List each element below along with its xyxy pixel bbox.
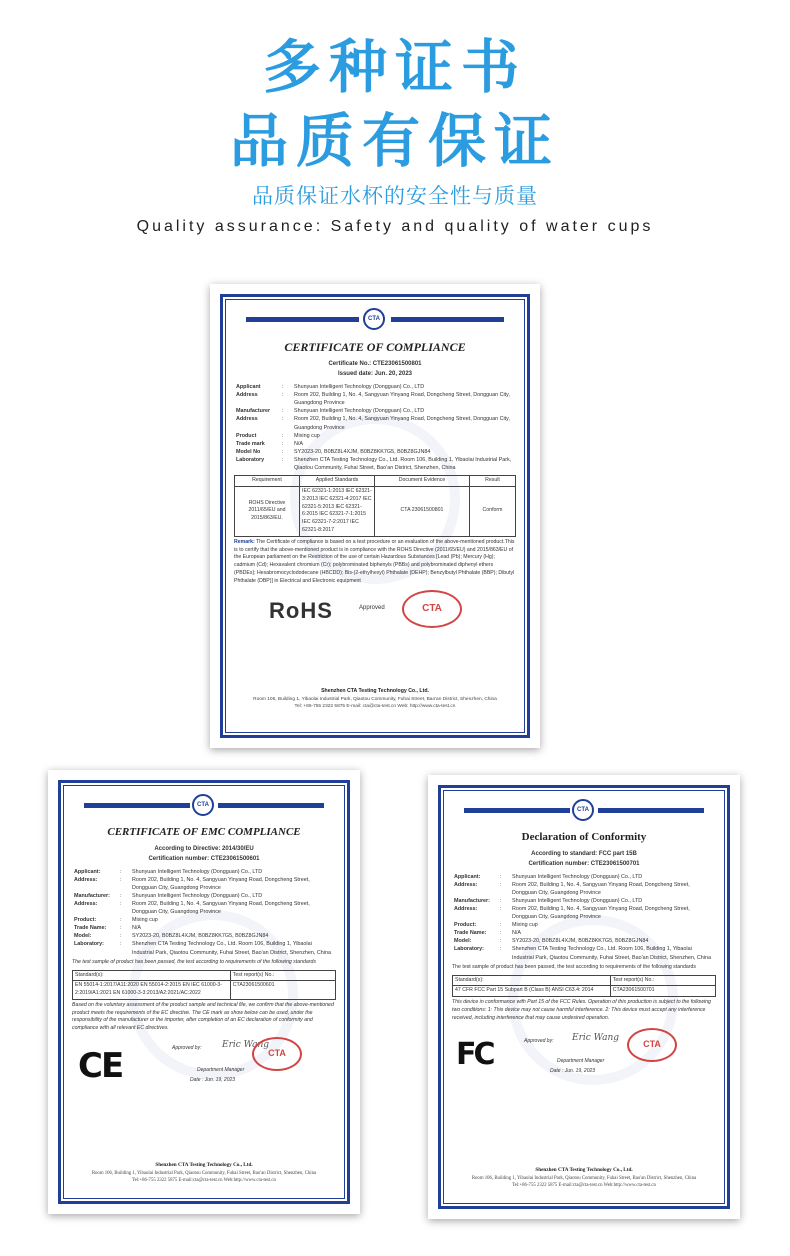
detail-colon: : (120, 876, 122, 883)
detail-colon: : (120, 868, 122, 875)
detail-value: Shunyuan Intelligent Technology (Dongguan) Co., LTD (512, 873, 643, 880)
approved-by-label: Approved by: (172, 1045, 202, 1052)
report-cell: CTA23061500701 (610, 986, 715, 997)
standards-table (234, 475, 516, 537)
detail-colon: : (120, 900, 122, 907)
test-note: The test sample of product has been passed, the test according to requirements of the following standards (452, 963, 696, 970)
detail-label: Manufacturer: (74, 892, 110, 899)
detail-value: Shenzhen CTA Testing Technology Co., Ltd. Room 106, Building 1, Yibaolai Industrial Park, Qiaotou Community, Fuhai Street, Bao'an District, Shenzhen, China (294, 456, 512, 472)
table-header: Test report(s) No.: (230, 970, 335, 981)
requirement-cell: ROHS Directive 2011/65/EU and 2015/863/EU. (235, 487, 300, 537)
statement-text: This device in conformance with Part 15 of the FCC Rules. Operation of this production is subject to the following two conditions: 1: This device may not cause harmful interference. 2: This device must accept any interference received, including interference that may cause undesired operation. (452, 999, 711, 1021)
remark-text: Remark: The Certificate of compliance is based on a test procedure or an evaluation of the above-mentioned product.This is to certify that the above-mentioned product is in compliance with the ROHS Directive (2011/65/EU) and 2015/863/EU of the European parliament on the Restriction of the use of certain Hazardous Substances [Lead (Pb); Mercury (Hg); cadmium (Cd); Hexavalent chromium (Cr); polybrominated biphenyls (PBBs) and polybrominated diphenyl ethers (PBDEs); Hexabromocyclododecane (HBCDD); Bis-(2-ethylhexyl) Phthalate (DEHP); Benzylbutyl Phthalate (BBP); Dibutyl Phthalate (DBP)] in Electrical and Electronic equipment (234, 538, 515, 584)
detail-label: Model: (454, 938, 472, 945)
detail-colon: : (120, 941, 122, 948)
certificate-title: CERTIFICATE OF EMC COMPLIANCE (107, 826, 301, 838)
certificate-number: Certification number: CTE23061500701 (528, 860, 640, 867)
detail-colon: : (500, 897, 502, 904)
detail-label: Trade Name: (74, 925, 107, 932)
detail-row (452, 873, 716, 881)
detail-colon: : (500, 922, 502, 929)
detail-label: Model: (74, 933, 92, 940)
detail-row (452, 937, 716, 945)
detail-row (234, 432, 516, 440)
statement-text: Based on the voluntary assessment of the product sample and technical file, we confirm that the above-mentioned product meets the requirements of the EC directive. The CE mark as show below can be used, under the responsibility of the manufacturer or the importer, after completion of an EC declaration of conformity and compliance with all relevant EC directives. (72, 1001, 334, 1032)
detail-colon: : (282, 440, 284, 447)
detail-label: Product (236, 432, 257, 439)
certificate-details (452, 873, 716, 962)
certificate-footer: Shenzhen CTA Testing Technology Co., Ltd. Room 106, Building 1, Yibaolai Industrial Park, Qiaotou Community, Fuhai Street, Bao'an District, Shenzhen, China Tel:+86-755 2322 5875 E-mail:cta@cta-test.cn Web:http://www.cta-test.cn (471, 1166, 697, 1188)
detail-label: Address: (454, 881, 478, 888)
certificate-title: CERTIFICATE OF COMPLIANCE (284, 340, 466, 354)
certificate-body (452, 799, 716, 1195)
detail-colon: : (500, 930, 502, 937)
detail-value: Mixing cup (294, 432, 320, 439)
directive-line: According to Directive: 2014/30/EU (154, 845, 254, 852)
detail-colon: : (500, 873, 502, 880)
detail-value: Room 202, Building 1, No. 4, Sangyuan Yinyang Road, Dongcheng Street, Dongguan City, Guangdong Province (512, 881, 690, 896)
standards-table (72, 970, 336, 1000)
detail-colon: : (282, 448, 284, 455)
detail-label: Address: (74, 900, 98, 907)
detail-colon: : (500, 946, 502, 953)
fcc-mark: FC (456, 1037, 493, 1073)
issued-date: Issued date: Jun. 20, 2023 (337, 371, 413, 377)
approval-stamp: CTA (252, 1037, 302, 1071)
table-header: Document Evidence (375, 476, 470, 487)
detail-label: Laboratory: (454, 946, 484, 953)
detail-value: Shunyuan Intelligent Technology (Dongguan) Co., LTD (512, 897, 643, 904)
detail-value: N/A (294, 440, 303, 447)
detail-row (452, 945, 716, 961)
rohs-certificate (210, 284, 540, 748)
detail-label: Laboratory: (74, 941, 104, 948)
detail-label: Address (236, 416, 258, 423)
signature: Eric Wang (222, 1040, 270, 1051)
certificate-details (72, 868, 336, 957)
report-cell: CTA23061500601 (230, 981, 335, 1000)
detail-value: SY2023-20, B0BZ8L4XJM, B0BZ8KK7G5, B0BZ8GJN84 (512, 938, 649, 945)
detail-value: Shunyuan Intelligent Technology (Dongguan) Co., LTD (294, 408, 425, 415)
detail-value: Room 202, Building 1, No. 4, Sangyuan Yinyang Road, Dongcheng Street, Dongguan City, Guangdong Province (294, 392, 510, 407)
detail-colon: : (282, 384, 284, 390)
cta-logo: CTA (452, 799, 716, 821)
detail-value: Mixing cup (512, 922, 538, 929)
detail-row (72, 932, 336, 940)
approved-label: Approved (359, 604, 385, 611)
test-note: The test sample of product has been passed, the test according to requirements of the following standards (72, 958, 316, 965)
date-label: Date : Jun. 19, 2023 (190, 1077, 236, 1084)
detail-value: Shenzhen CTA Testing Technology Co., Ltd. Room 106, Building 1, Yibaolai Industrial Park, Qiaotou Community, Fuhai Street, Bao'an District, Shenzhen, China (512, 946, 711, 961)
subtitle-english: Quality assurance: Safety and quality of water cups (136, 218, 654, 235)
certificate-details (234, 383, 516, 472)
detail-row (72, 868, 336, 876)
certificate-number: Certificate No.: CTE23061500801 (328, 361, 422, 367)
emc-certificate (48, 770, 360, 1214)
evidence-cell: CTA 23061500801 (375, 487, 470, 537)
detail-colon: : (120, 892, 122, 899)
detail-label: Manufacturer: (454, 897, 490, 904)
detail-row (234, 448, 516, 456)
ce-mark: CE (78, 1046, 123, 1087)
detail-value: Shunyuan Intelligent Technology (Dongguan) Co., LTD (132, 868, 263, 875)
certificate-number: Certification number: CTE23061500601 (148, 855, 260, 862)
table-header: Applied Standards (300, 476, 375, 487)
detail-label: Trade Name: (454, 930, 487, 937)
cta-logo: CTA (234, 308, 516, 330)
detail-row (452, 929, 716, 937)
detail-label: Address: (454, 905, 478, 912)
certificate-body (234, 308, 516, 724)
detail-colon: : (120, 925, 122, 932)
detail-label: Address: (74, 876, 98, 883)
certificate-footer: Shenzhen CTA Testing Technology Co., Ltd. Room 106, Building 1, Yibaolai Industrial Park, Qiaotou Community, Fuhai Street, Bao'an District, Shenzhen, China Tel:+86-755 2322 5875 E-mail:cta@cta-test.cn Web:http://www.cta-test.cn (91, 1161, 317, 1183)
detail-row (452, 921, 716, 929)
result-cell: Conform (470, 487, 516, 537)
detail-colon: : (120, 933, 122, 940)
detail-label: Product: (454, 922, 477, 929)
table-header: Standard(s): (453, 975, 611, 986)
detail-colon: : (500, 905, 502, 912)
detail-row (72, 900, 336, 916)
rohs-mark: RoHS (269, 597, 333, 623)
approval-stamp: CTA (402, 590, 462, 628)
standards-cell: EN 55014-1:2017/A11:2020 EN 55014-2:2015 EN IEC 61000-3-2:2019/A1:2021 EN 61000-3-3:2013/A2:2021/AC:2022 (73, 981, 231, 1000)
date-label: Date : Jun. 19, 2023 (550, 1068, 596, 1075)
fcc-certificate (428, 775, 740, 1219)
subtitle-chinese: 品质保证水杯的安全性与质量 (252, 184, 538, 208)
detail-colon: : (282, 408, 284, 415)
table-header: Standard(s): (73, 970, 231, 981)
detail-row (452, 905, 716, 921)
detail-row (72, 876, 336, 892)
detail-row (234, 456, 516, 472)
cta-logo: CTA (72, 794, 336, 816)
detail-colon: : (282, 432, 284, 439)
table-header: Requirement (235, 476, 300, 487)
detail-label: Model No (236, 448, 261, 455)
detail-value: SY2023-20, B0BZ8L4XJM, B0BZ8KK7G5, B0BZ8GJN84 (132, 933, 269, 940)
detail-value: SY2023-20, B0BZ8L4XJM, B0BZ8KK7G5, B0BZ8GJN84 (294, 448, 431, 455)
standards-cell: IEC 62321-1:2013 IEC 62321-3:2013 IEC 62321-4:2017 IEC 62321-5:2013 IEC 62321-6:2015 IEC 62321-7-1:2015 IEC 62321-7-2:2017 IEC 62321-8:2017 (300, 487, 375, 537)
table-header: Test report(s) No.: (610, 975, 715, 986)
certificate-footer: Shenzhen CTA Testing Technology Co., Ltd. Room 106, Building 1, Yibaolai Industrial Park, Qiaotou Community, Fuhai Street, Bao'an District, Shenzhen, China Tel: +86-755 2322 5875 E-mail: cta@cta-test.cn Web: http://www.cta-test.cn (253, 687, 497, 709)
detail-row (234, 415, 516, 431)
detail-label: Address (236, 392, 258, 399)
detail-value: N/A (132, 925, 141, 932)
detail-label: Trade mark (236, 440, 265, 447)
detail-colon: : (500, 938, 502, 945)
detail-value: Shunyuan Intelligent Technology (Dongguan) Co., LTD (132, 892, 263, 899)
detail-value: Shunyuan Intelligent Technology (Dongguan) Co., LTD (294, 384, 425, 390)
detail-colon: : (500, 881, 502, 888)
position-label: Department Manager (557, 1058, 605, 1065)
signature: Eric Wang (572, 1033, 620, 1044)
detail-row (72, 892, 336, 900)
detail-colon: : (120, 917, 122, 924)
detail-row (234, 391, 516, 407)
certificate-body (72, 794, 336, 1190)
headline-line1: 多种证书 (262, 33, 527, 101)
detail-value: N/A (512, 930, 521, 937)
detail-label: Laboratory (236, 456, 265, 463)
position-label: Department Manager (197, 1067, 245, 1074)
detail-label: Product: (74, 917, 97, 924)
approved-by-label: Approved by: (524, 1038, 554, 1045)
detail-value: Room 202, Building 1, No. 4, Sangyuan Yinyang Road, Dongcheng Street, Dongguan City, Guangdong Province (294, 416, 510, 431)
detail-value: Room 202, Building 1, No. 4, Sangyuan Yinyang Road, Dongcheng Street, Dongguan City, Guangdong Province (132, 876, 310, 891)
detail-label: Applicant: (74, 868, 101, 875)
detail-value: Mixing cup (132, 917, 158, 924)
detail-row (234, 383, 516, 391)
standards-table (452, 975, 716, 998)
detail-row (452, 897, 716, 905)
certificate-title: Declaration of Conformity (521, 831, 647, 843)
detail-row (234, 440, 516, 448)
detail-label: Applicant (236, 384, 261, 390)
detail-label: Manufacturer (236, 408, 271, 415)
detail-row (72, 924, 336, 932)
approval-stamp: CTA (627, 1028, 677, 1062)
detail-row (452, 881, 716, 897)
detail-value: Room 202, Building 1, No. 4, Sangyuan Yinyang Road, Dongcheng Street, Dongguan City, Guangdong Province (512, 905, 690, 921)
detail-value: Room 202, Building 1, No. 4, Sangyuan Yinyang Road, Dongcheng Street, Dongguan City, Guangdong Province (132, 900, 310, 916)
standards-cell: 47 CFR FCC Part 15 Subpart B (Class B) ANSI C63.4: 2014 (453, 986, 611, 997)
detail-row (72, 940, 336, 956)
detail-colon: : (282, 456, 284, 463)
table-header: Result (470, 476, 516, 487)
detail-value: Shenzhen CTA Testing Technology Co., Ltd. Room 106, Building 1, Yibaolai Industrial Park, Qiaotou Community, Fuhai Street, Bao'an District, Shenzhen, China (132, 941, 331, 956)
detail-row (72, 916, 336, 924)
detail-colon: : (282, 416, 284, 423)
detail-row (234, 407, 516, 415)
detail-colon: : (282, 392, 284, 399)
detail-label: Applicant: (454, 873, 481, 880)
headline-line2: 品质有保证 (229, 107, 560, 175)
standard-line: According to standard: FCC part 15B (531, 850, 637, 857)
